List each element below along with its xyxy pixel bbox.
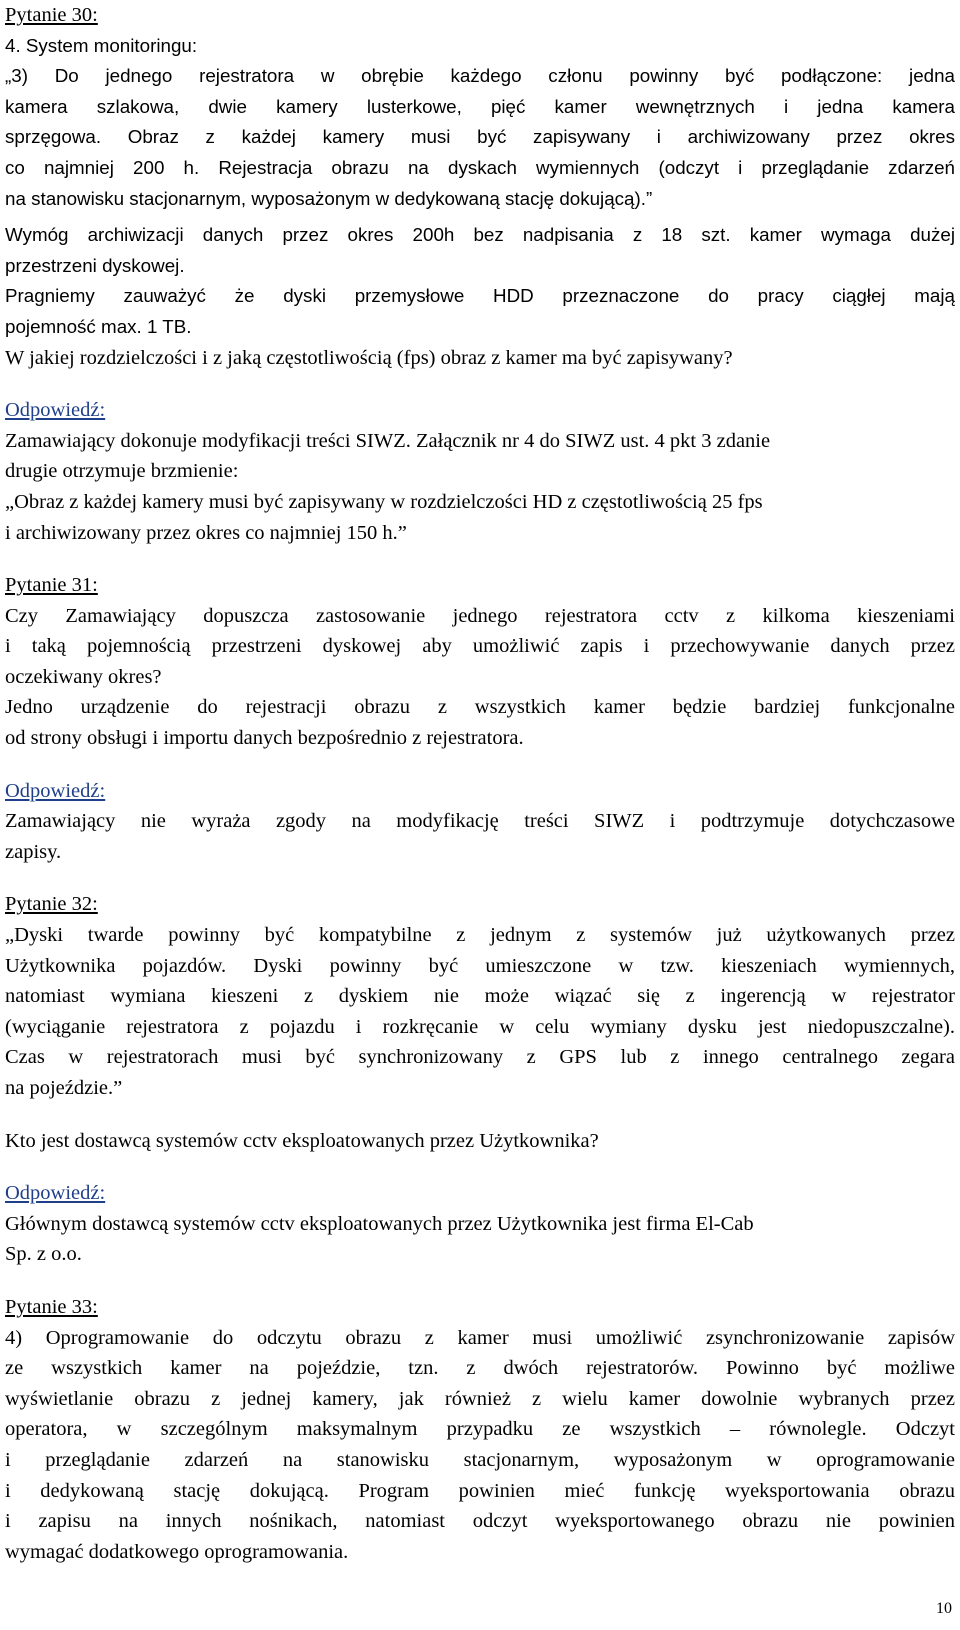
- question-heading: [5, 0, 955, 31]
- text-line: W jakiej rozdzielczości i z jaką częstotliwością (fps) obraz z kamer ma być zapisywany?: [5, 346, 733, 369]
- text-line: „Dyski twarde powinny być kompatybilne z jednym z systemów już użytkowanych przez: [5, 924, 955, 947]
- text-line: (wyciąganie rejestratora z pojazdu i rozkręcanie w celu wymiany dysku jest niedopuszczalne).: [5, 1015, 955, 1038]
- answer-heading: [5, 1178, 955, 1209]
- text-line: „Obraz z każdej kamery musi być zapisywany w rozdzielczości HD z częstotliwością 25 fps: [5, 490, 763, 513]
- blank-spacer: [5, 1270, 955, 1292]
- text-line: i dedykowaną stację dokującą. Program powinien mieć funkcję wyeksportowania obrazu: [5, 1479, 955, 1502]
- blank-spacer: [5, 754, 955, 776]
- blank-spacer: [5, 1104, 955, 1126]
- blank-spacer: [5, 1156, 955, 1178]
- document-page: [5, 0, 955, 1567]
- text-line: 4. System monitoringu:: [5, 34, 198, 56]
- text-line: Wymóg archiwizacji danych przez okres 200h bez nadpisania z 18 szt. kamer wymaga dużej: [5, 224, 955, 246]
- text-line: kamera szlakowa, dwie kamery lusterkowe, pięć kamer wewnętrznych i jedna kamera: [5, 95, 955, 117]
- text-line: oczekiwany okres?: [5, 665, 162, 688]
- text-line: Jedno urządzenie do rejestracji obrazu z wszystkich kamer będzie bardziej funkcjonalne: [5, 696, 955, 719]
- question-label: Pytanie 30:: [5, 4, 98, 26]
- text-line: od strony obsługi i importu danych bezpośrednio z rejestratora.: [5, 727, 524, 750]
- blank-spacer: [5, 867, 955, 889]
- text-line: Użytkownika pojazdów. Dyski powinny być umieszczone w tzw. kieszeniach wymiennych,: [5, 954, 955, 977]
- question-label: Pytanie 33:: [5, 1295, 98, 1318]
- answer-label: Odpowiedź:: [5, 1182, 106, 1205]
- text-line: na stanowisku stacjonarnym, wyposażonym w dedykowaną stację dokującą).”: [5, 187, 653, 209]
- answer-heading: [5, 395, 955, 426]
- question-heading: [5, 1292, 955, 1323]
- text-line: Zamawiający nie wyraża zgody na modyfikację treści SIWZ i podtrzymuje dotychczasowe: [5, 810, 955, 833]
- text-line: wyświetlanie obrazu z jednej kamery, jak również z wielu kamer dowolnie wybranych przez: [5, 1387, 955, 1410]
- text-line: Czy Zamawiający dopuszcza zastosowanie jednego rejestratora cctv z kilkoma kieszeniami: [5, 604, 955, 627]
- text-line: Pragniemy zauważyć że dyski przemysłowe HDD przeznaczone do pracy ciągłej mają: [5, 285, 955, 307]
- answer-label: Odpowiedź:: [5, 779, 106, 802]
- question-label: Pytanie 32:: [5, 893, 98, 916]
- text-line: Głównym dostawcą systemów cctv eksploatowanych przez Użytkownika jest firma El-Cab: [5, 1212, 754, 1235]
- text-line: pojemność max. 1 TB.: [5, 315, 192, 337]
- answer-label: Odpowiedź:: [5, 399, 106, 422]
- text-line: wymagać dodatkowego oprogramowania.: [5, 1540, 349, 1563]
- answer-heading: [5, 776, 955, 807]
- text-line: i taką pojemnością przestrzeni dyskowej aby umożliwić zapis i przechowywanie danych przez: [5, 635, 955, 658]
- text-line: Sp. z o.o.: [5, 1243, 82, 1266]
- text-line: i archiwizowany przez okres co najmniej 150 h.”: [5, 521, 407, 544]
- blank-spacer: [5, 373, 955, 395]
- text-line: ze wszystkich kamer na pojeździe, tzn. z dwóch rejestratorów. Powinno być możliwe: [5, 1357, 955, 1380]
- page-number: 10: [936, 1600, 952, 1617]
- text-line: natomiast wymiana kieszeni z dyskiem nie może wiązać się z ingerencją w rejestrator: [5, 985, 955, 1008]
- question-heading: [5, 570, 955, 601]
- text-line: sprzęgowa. Obraz z każdej kamery musi być zapisywany i archiwizowany przez okres: [5, 126, 955, 148]
- question-label: Pytanie 31:: [5, 574, 98, 597]
- blank-spacer: [5, 548, 955, 570]
- text-line: co najmniej 200 h. Rejestracja obrazu na dyskach wymiennych (odczyt i przeglądanie zdarzeń: [5, 156, 955, 178]
- text-line: i przeglądanie zdarzeń na stanowisku stacjonarnym, wyposażonym w oprogramowanie: [5, 1448, 955, 1471]
- text-line: drugie otrzymuje brzmienie:: [5, 460, 239, 483]
- text-line: Czas w rejestratorach musi być synchronizowany z GPS lub z innego centralnego zegara: [5, 1046, 955, 1069]
- question-heading: [5, 889, 955, 920]
- text-line: zapisy.: [5, 840, 62, 863]
- text-line: 4) Oprogramowanie do odczytu obrazu z kamer musi umożliwić zsynchronizowanie zapisów: [5, 1326, 955, 1349]
- text-line: i zapisu na innych nośnikach, natomiast odczyt wyeksportowanego obrazu nie powinien: [5, 1510, 955, 1533]
- text-line: operatora, w szczególnym maksymalnym przypadku ze wszystkich – równolegle. Odczyt: [5, 1418, 955, 1441]
- text-line: „3) Do jednego rejestratora w obrębie każdego członu powinny być podłączone: jedna: [5, 65, 955, 87]
- text-line: na pojeździe.”: [5, 1077, 123, 1099]
- text-line: Zamawiający dokonuje modyfikacji treści SIWZ. Załącznik nr 4 do SIWZ ust. 4 pkt 3 zdanie: [5, 429, 771, 452]
- text-line: przestrzeni dyskowej.: [5, 254, 185, 276]
- text-line: Kto jest dostawcą systemów cctv eksploatowanych przez Użytkownika?: [5, 1129, 599, 1152]
